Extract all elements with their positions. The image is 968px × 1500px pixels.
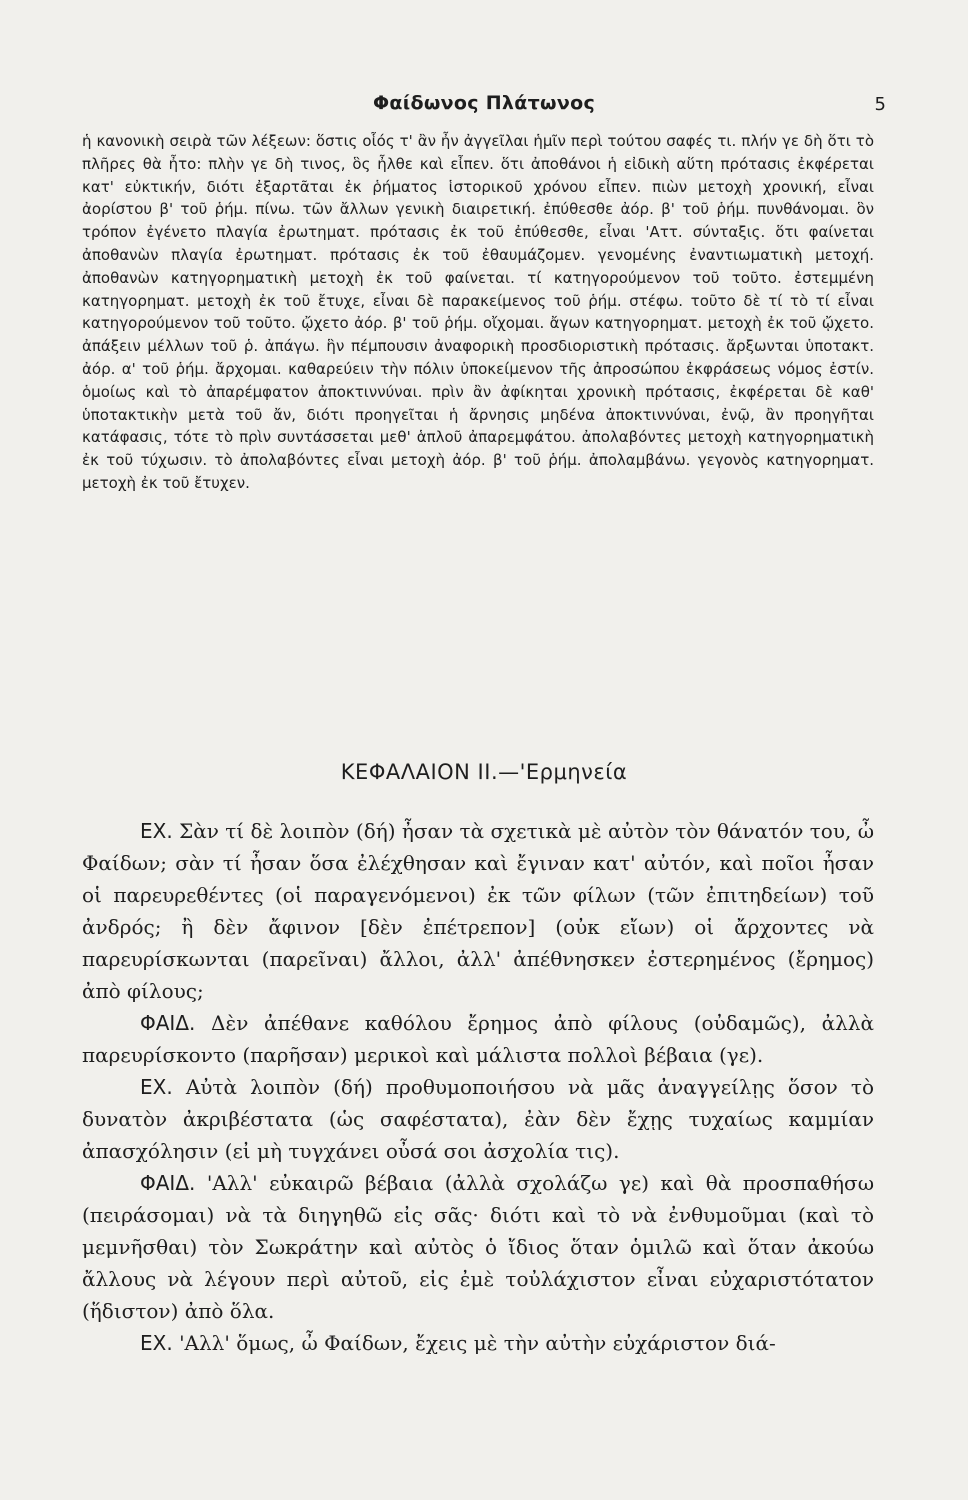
paragraph-text: 'Αλλ' εὐκαιρῶ βέβαια (ἀλλὰ σχολάζω γε) καὶ θὰ προσπαθήσω (πειράσομαι) νὰ τὰ διηγηθῶ εἰς σᾶς· διότι καὶ τὸ νὰ ἐνθυμοῦμαι (καὶ τὸ μεμνῆσθαι) τὸν Σωκράτην καὶ αὐτὸς ὁ ἴδιος ὅταν ὁμιλῶ καὶ ὅταν ἀκούω ἄλλους νὰ λέγουν περὶ αὐτοῦ, εἰς ἐμὲ τοὐλάχιστον εἶναι εὐχαριστότατον (ἥδιστον) ἀπὸ ὅλα. xyxy=(82,1171,874,1323)
paragraph-text: Αὐτὰ λοιπὸν (δή) προθυμοποιήσου νὰ μᾶς ἀναγγείλῃς ὅσον τὸ δυνατὸν ἀκριβέστατα (ὡς σαφέστατα), ἐὰν δὲν ἔχῃς τυχαίως καμμίαν ἀπασχόλησιν (εἰ μὴ τυγχάνει οὖσά σοι ἀσχολία τις). xyxy=(82,1075,874,1163)
speaker-label: ΕΧ. xyxy=(140,819,173,843)
dialogue-paragraph xyxy=(82,1071,874,1167)
dialogue-paragraph xyxy=(82,1167,874,1327)
page-header xyxy=(0,92,968,122)
dialogue-paragraph xyxy=(82,1007,874,1071)
speaker-label: ΦΑΙΔ. xyxy=(140,1011,196,1035)
dialogue-paragraph xyxy=(82,815,874,1007)
running-title: Φαίδωνος Πλάτωνος xyxy=(372,92,596,114)
commentary-notes xyxy=(82,130,874,495)
notes-text: ἡ κανονικὴ σειρὰ τῶν λέξεων: ὅστις οἷός τ' ἂν ἦν ἀγγεῖλαι ἡμῖν περὶ τούτου σαφές τι. πλήν γε δὴ ὅτι τὸ πλῆρες θὰ ἦτο: πλὴν γε δὴ τινος, ὃς ἦλθε καὶ εἶπεν. ὅτι ἀποθάνοι ἡ εἰδικὴ αὕτη πρότασις ἐκφέρεται κατ' εὐκτικήν, διότι ἐξαρτᾶται ἐκ ῥήματος ἱστορικοῦ χρόνου εἶπεν. πιὼν μετοχὴ χρονική, εἶναι ἀορίστου β' τοῦ ῥήμ. πίνω. τῶν ἄλλων γενικὴ διαιρετική. ἐπύθεσθε ἀόρ. β' τοῦ ῥήμ. πυνθάνομαι. ὃν τρόπον ἐγένετο πλαγία ἐρωτηματ. πρότασις ἐκ τοῦ ἐπύθεσθε, εἶναι 'Αττ. σύνταξις. ὅτι φαίνεται ἀποθανὼν πλαγία ἐρωτηματ. πρότασις ἐκ τοῦ ἐθαυμάζομεν. γενομένης ἐναντιωματικὴ μετοχή. ἀποθανὼν κατηγορηματικὴ μετοχὴ ἐκ τοῦ φαίνεται. τί κατηγορούμενον τοῦ τοῦτο. ἐστεμμένη κατηγορηματ. μετοχὴ ἐκ τοῦ ἔτυχε, εἶναι δὲ παρακείμενος τοῦ ῥήμ. στέφω. τοῦτο δὲ τί τὸ τί εἶναι κατηγορούμενον τοῦ τοῦτο. ᾤχετο ἀόρ. β' τοῦ ῥήμ. οἴχομαι. ἄγων κατηγορηματ. μετοχὴ ἐκ τοῦ ᾤχετο. ἀπάξειν μέλλων τοῦ ῥ. ἀπάγω. ἣν πέμπουσιν ἀναφορικὴ προσδιοριστικὴ πρότασις. ἄρξωνται ὑποτακτ. ἀόρ. α' τοῦ ῥήμ. ἄρχομαι. καθαρεύειν τὴν πόλιν ὑποκείμενον τῆς ἀπροσώπου ἐκφράσεως νόμος ἐστίν. ὁμοίως καὶ τὸ ἀπαρέμφατον ἀποκτιννύναι. πρὶν ἂν ἀφίκηται χρονικὴ πρότασις, ἐκφέρεται δὲ καθ' ὑποτακτικὴν μετὰ τοῦ ἄν, διότι προηγεῖται ἡ ἄρνησις μηδένα ἀποκτιννύναι, ἐνῷ, ἂν προηγῆται κατάφασις, τότε τὸ πρὶν συντάσσεται μεθ' ἁπλοῦ ἀπαρεμφάτου. ἀπολαβόντες μετοχὴ κατηγορηματικὴ ἐκ τοῦ τύχωσιν. τὸ ἀπολαβόντες εἶναι μετοχὴ ἀόρ. β' τοῦ ῥήμ. ἀπολαμβάνω. γεγονὸς κατηγορηματ. μετοχὴ ἐκ τοῦ ἔτυχεν. xyxy=(82,132,874,492)
chapter-heading: ΚΕΦΑΛΑΙΟΝ ΙΙ.—'Ερμηνεία xyxy=(340,760,628,784)
dialogue-translation xyxy=(82,815,874,1359)
paragraph-text: Δὲν ἀπέθανε καθόλου ἔρημος ἀπὸ φίλους (οὐδαμῶς), ἀλλὰ παρευρίσκοντο (παρῆσαν) μερικοὶ καὶ μάλιστα πολλοὶ βέβαια (γε). xyxy=(82,1011,874,1067)
page-number: 5 xyxy=(874,94,886,115)
speaker-label: ΦΑΙΔ. xyxy=(140,1171,196,1195)
paragraph-text: Σὰν τί δὲ λοιπὸν (δή) ἦσαν τὰ σχετικὰ μὲ αὐτὸν τὸν θάνατόν του, ὦ Φαίδων; σὰν τί ἦσαν ὅσα ἐλέχθησαν καὶ ἔγιναν κατ' αὐτόν, καὶ ποῖοι ἦσαν οἱ παρευρεθέντες (οἱ παραγενόμενοι) ἐκ τῶν φίλων (τῶν ἐπιτηδείων) τοῦ ἀνδρός; ἢ δὲν ἄφινον [δὲν ἐπέτρεπον] (οὐκ εἴων) οἱ ἄρχοντες νὰ παρευρίσκωνται (παρεῖναι) ἄλλοι, ἀλλ' ἀπέθνησκεν ἐστερημένος (ἔρημος) ἀπὸ φίλους; xyxy=(82,819,875,1003)
dialogue-paragraph xyxy=(82,1327,874,1359)
paragraph-text: 'Αλλ' ὅμως, ὦ Φαίδων, ἔχεις μὲ τὴν αὐτὴν εὐχάριστον διά- xyxy=(179,1331,776,1355)
speaker-label: ΕΧ. xyxy=(140,1075,173,1099)
speaker-label: ΕΧ. xyxy=(140,1331,173,1355)
